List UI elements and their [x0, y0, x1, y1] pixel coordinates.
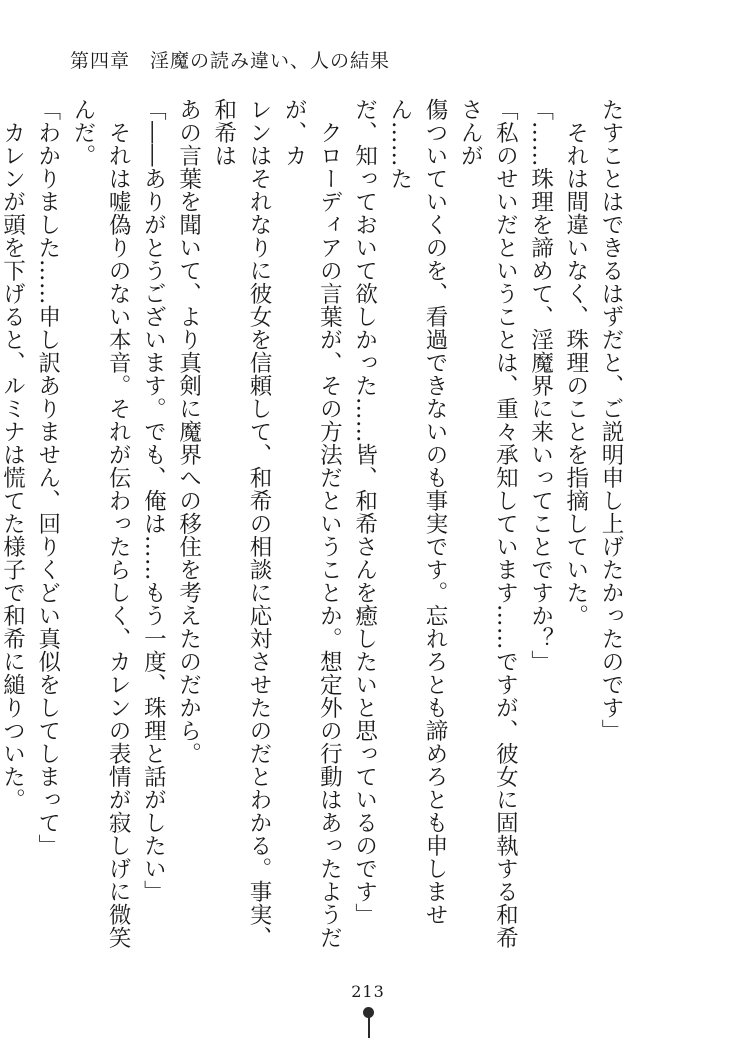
text-line: それは間違いなく、珠理のことを指摘していた。 — [562, 98, 589, 627]
text-line: それは嘘偽りのない本音。それが伝わったらしく、カレンの表情が寂しげに微笑んだ。 — [69, 98, 132, 949]
text-line: 「――ありがとうございます。でも、俺は……もう一度、珠理と話がしたい」 — [140, 98, 167, 903]
text-line: 傷ついていくのを、看過できないのも事実です。忘れろとも諦めろとも申しません……た — [386, 98, 448, 926]
text-line: 「私のせいだということは、重々承知しています……ですが、彼女に固執する和希さんが — [457, 98, 519, 949]
running-header: 第四章 淫魔の読み違い、人の結果 — [70, 50, 391, 72]
text-line: あの言葉を聞いて、より真剣に魔界への移住を考えたのだから。 — [175, 98, 202, 765]
text-line: カレンが頭を下げると、ルミナは慌てた様子で和希に縋りついた。 — [0, 98, 26, 811]
page-number: 213 — [351, 982, 385, 1001]
folio-stem-ornament — [368, 1017, 370, 1038]
text-line: 「わかりました……申し訳ありません、回りくどい真似をしてしまって」 — [34, 98, 61, 857]
text-line: クローディアの言葉が、その方法だということか。想定外の行動はあったようだが、カ — [281, 98, 343, 949]
text-line: たすことはできるはずだと、ご説明申し上げたかったのです」 — [598, 98, 624, 742]
body-text — [0, 98, 628, 958]
text-line: だ、知っておいて欲しかった……皆、和希さんを癒したいと思っているのです」 — [351, 98, 378, 926]
text-line: 「……珠理を諦めて、淫魔界に来いってことですか？」 — [527, 98, 554, 673]
text-line: レンはそれなりに彼女を信頼して、和希の相談に応対させたのだとわかる。事実、和希は — [210, 98, 272, 949]
